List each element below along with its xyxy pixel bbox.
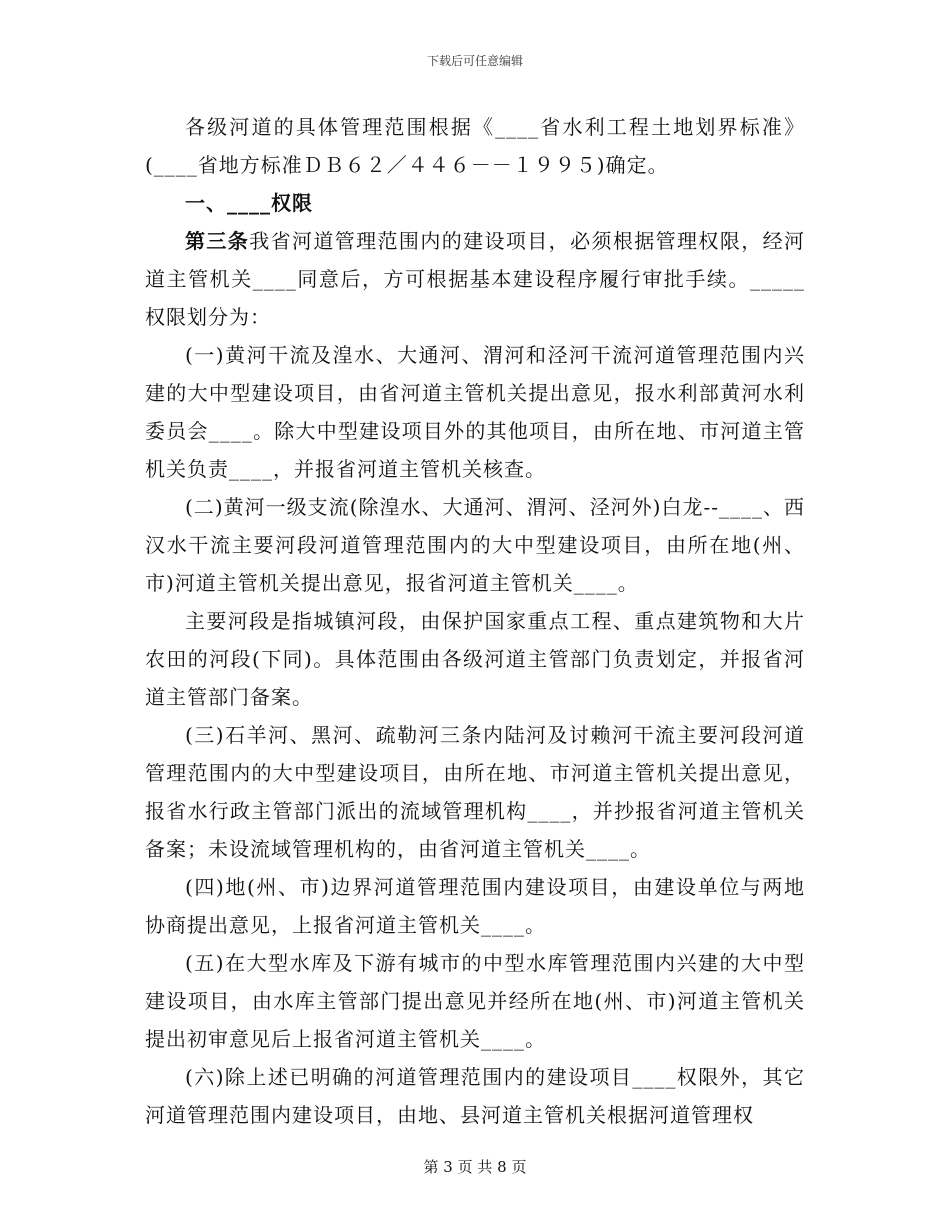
paragraph-management-scope: 各级河道的具体管理范围根据《____省水利工程土地划界标准》(____省地方标准ＤＢ６２／４４６－－１９９５)确定。 [145, 115, 805, 177]
article-text: 我省河道管理范围内的建设项目，必须根据管理权限，经河道主管机关____同意后，方可根据基本建设程序履行审批手续。_____权限划分为： [145, 229, 806, 329]
section-heading: 一、____权限 [185, 191, 313, 215]
paragraph-item-1: (一)黄河干流及湟水、大通河、渭河和泾河干流河道管理范围内兴建的大中型建设项目，由省河道主管机关提出意见，报水利部黄河水利委员会____。除大中型建设项目外的其他项目，由所在地、市河道主管机关负责____，并报省河道主管机关核查。 [145, 343, 805, 481]
page-footer: 第 3 页 共 8 页 [423, 1158, 527, 1176]
paragraph-item-5: (五)在大型水库及下游有城市的中型水库管理范围内兴建的大中型建设项目，由水库主管部门提出意见并经所在地(州、市)河道主管机关提出初审意见后上报省河道主管机关____。 [145, 951, 805, 1051]
paragraph-item-2: (二)黄河一级支流(除湟水、大通河、渭河、泾河外)白龙--____、西汉水干流主要河段河道管理范围内的大中型建设项目，由所在地(州、市)河道主管机关提出意见，报省河道主管机关____。 [145, 495, 805, 595]
document-body [145, 108, 805, 1134]
paragraph-item-4: (四)地(州、市)边界河道管理范围内建设项目，由建设单位与两地协商提出意见，上报省河道主管机关____。 [145, 875, 805, 937]
article-label: 第三条 [185, 229, 250, 253]
paragraph-article-three [145, 222, 805, 336]
paragraph-item-6: (六)除上述已明确的河道管理范围内的建设项目____权限外，其它河道管理范围内建设项目，由地、县河道主管机关根据河道管理权 [145, 1065, 805, 1127]
paragraph-main-section-definition: 主要河段是指城镇河段，由保护国家重点工程、重点建筑物和大片农田的河段(下同)。具体范围由各级河道主管部门负责划定，并报省河道主管部门备案。 [145, 609, 805, 709]
paragraph-item-3: (三)石羊河、黑河、疏勒河三条内陆河及讨赖河干流主要河段河道管理范围内的大中型建设项目，由所在地、市河道主管机关提出意见，报省水行政主管部门派出的流域管理机构____，并抄报省河道主管机关备案；未设流域管理机构的，由省河道主管机关____。 [145, 723, 805, 861]
page-header: 下载后可任意编辑 [426, 54, 523, 68]
